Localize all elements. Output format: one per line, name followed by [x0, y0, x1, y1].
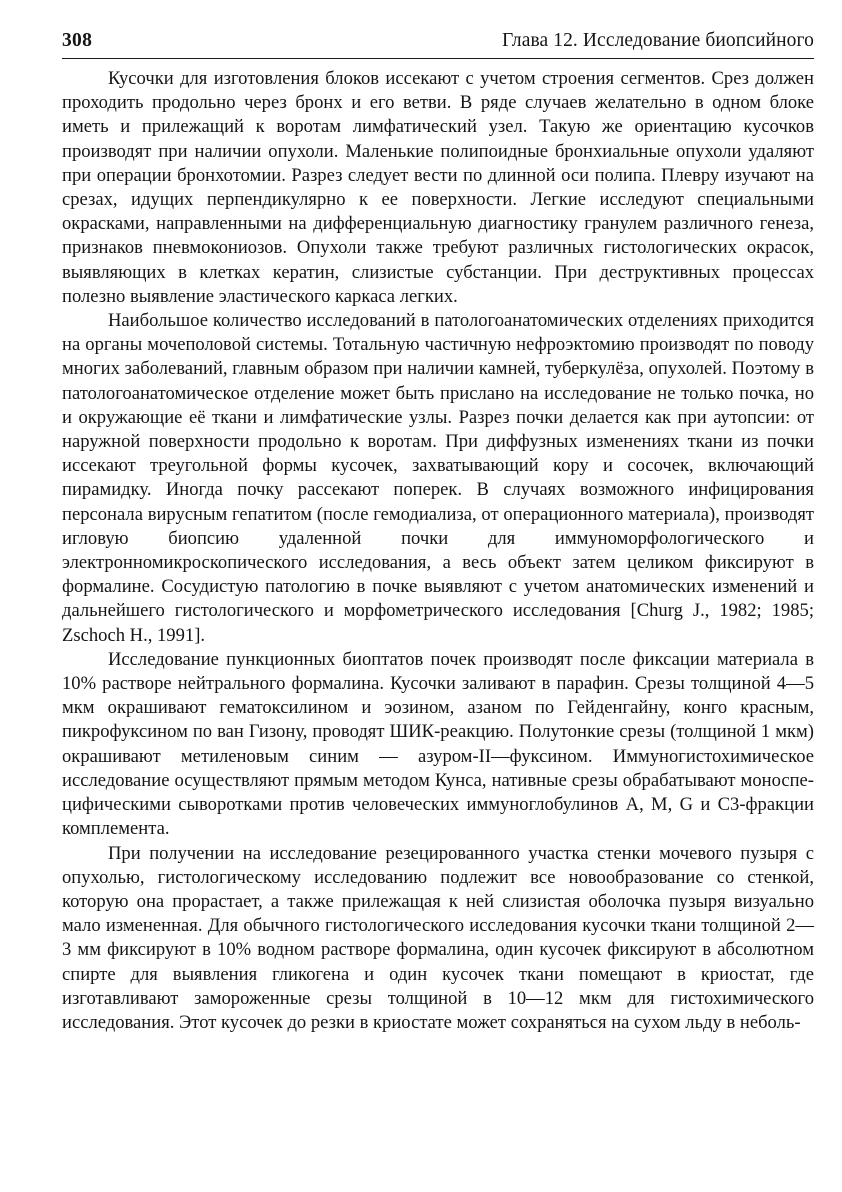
paragraph-kidney-examination: Наибольшое количество исследований в патологоанатомических отделениях приходится на органы мочеполовой системы. Тотальную частичную нефроэктомию производят по поводу многих заболеваний, главным образом при наличии камней, туберкулёза, опухолей. Поэтому в патологоанатомическое отделение может быть прислано на исследование не только почка, но и окружающие её ткани и лимфатические узлы. Разрез почки делается как при аутопсии: от наружной поверхности продольно к воротам. При диффузных изменениях ткани из почки иссекают треугольной формы кусочек, захватывающий кору и сосочек, включающий пирамидку. Иногда почку рассекают поперек. В случаях возможного инфицирования персонала вирусным гепатитом (после гемодиализа, от операционного материала), производят игловую биопсию удаленной почки для иммуноморфологического и электронномикроскопического исследования, а весь объект затем целиком фиксируют в формалине. Сосудистую патологию в почке выявляют с учетом анатомических изменений и дальнейшего гистологического и морфометрического исследования [Churg J., 1982; 1985; Zschoch H., 1991]. [62, 310, 814, 646]
paragraph-kidney-biopsy: Исследование пункционных биоптатов почек производят после фиксации материала в 10% растворе нейтрального формалина. Кусочки заливают в парафин. Срезы толщиной 4—5 мкм окрашивают гематоксилином и эозином, азаном по Гейденгайну, конго красным, пикрофуксином по ван Гизону, проводят ШИК-реакцию. Полутонкие срезы (толщиной 1 мкм) окрашивают метиленовым синим — азуром-II—фуксином. Иммуногистохимическое исследование осуществляют прямым методом Кунса, нативные срезы обрабатывают моноспецифическими сыворотками против человеческих иммуноглобулинов A, M, G и С3-фракции комплемента. [62, 648, 814, 840]
running-header [62, 28, 814, 59]
body-text [62, 67, 814, 1035]
paragraph-bladder-resection: При получении на исследование резецированного участка стенки мочевого пузыря с опухолью, гистологическому исследованию подлежит все новообразование со стенкой, которую она прорастает, а также прилежащая к ней слизистая оболочка пузыря визуально мало измененная. Для обычного гистологического исследования кусочки ткани толщиной 2—3 мм фиксируют в 10% водном растворе формалина, один кусочек фиксируют в абсолютном спирте для выявления гликогена и один кусочек ткани помещают в криостат, где изготавливают замороженные срезы толщиной в 10—12 мкм для гистохимического исследования. Этот кусочек до резки в криостате может сохраняться на сухом льду в неболь- [62, 842, 814, 1033]
page-number: 308 [62, 30, 93, 51]
paragraph-lung-specimens: Кусочки для изготовления блоков иссекают с учетом строения сегментов. Срез должен проходить продольно через бронх и его ветви. В ряде случаев желательно в одном блоке иметь и прилежащий к воротам лимфатический узел. Такую же ориентацию кусочков производят при наличии опухоли. Маленькие полипоидные бронхиальные опухоли удаляют при операции бронхотомии. Разрез следует вести по длинной оси полипа. Плевру изучают на срезах, идущих перпендикулярно к ее поверхности. Легкие исследуют специальными окрасками, направленными на дифференциальную диагностику гранулем различного генеза, признаков пневмокониозов. Опухоли также требуют различных гистологических окрасок, выявляющих в клетках кератин, слизистые субстанции. При деструктивных процессах полезно выявление эластического каркаса легких. [62, 68, 814, 307]
chapter-title: Глава 12. Исследование биопсийного [501, 30, 814, 51]
book-page [62, 28, 814, 1035]
